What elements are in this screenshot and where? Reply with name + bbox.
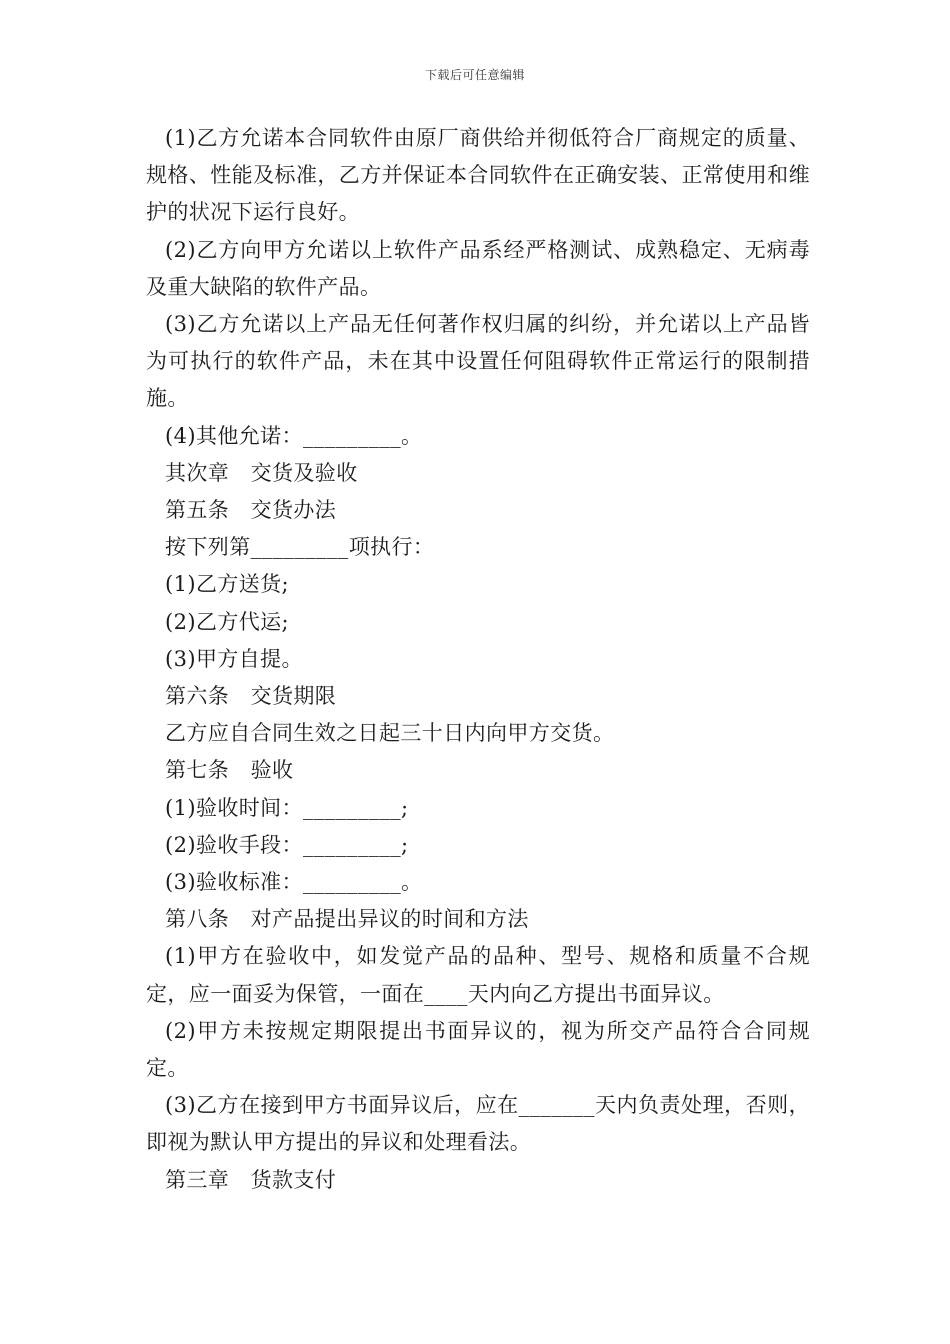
document-body xyxy=(146,120,810,1199)
acceptance-standard: (3)验收标准：_________。 xyxy=(165,870,423,895)
clause-promise-4: (4)其他允诺：_________。 xyxy=(165,423,423,448)
objection-clause-2: (2)甲方未按规定期限提出书面异议的，视为所交产品符合合同规定。 xyxy=(146,1018,810,1081)
article-heading-8: 第八条 对产品提出异议的时间和方法 xyxy=(165,907,529,932)
page-header: 下载后可任意编辑 xyxy=(424,68,525,82)
chapter-heading-payment: 第三章 货款支付 xyxy=(165,1167,337,1192)
article-heading-6: 第六条 交货期限 xyxy=(165,684,337,709)
objection-clause-3: (3)乙方在接到甲方书面异议后，应在_______天内负责处理，否则，即视为默认甲方提出的异议和处理看法。 xyxy=(146,1093,810,1155)
delivery-option-2: (2)乙方代运; xyxy=(165,609,290,634)
clause-promise-1: (1)乙方允诺本合同软件由原厂商供给并彻低符合厂商规定的质量、规格、性能及标准，乙方并保证本合同软件在正确安装、正常使用和维护的状况下运行良好。 xyxy=(146,126,810,225)
objection-clause-1: (1)甲方在验收中，如发觉产品的品种、型号、规格和质量不合规定，应一面妥为保管，一面在____天内向乙方提出书面异议。 xyxy=(146,944,810,1006)
article-heading-7: 第七条 验收 xyxy=(165,758,294,783)
delivery-method-intro: 按下列第_________项执行： xyxy=(165,535,435,560)
article-heading-5: 第五条 交货办法 xyxy=(165,498,337,523)
acceptance-time: (1)验收时间：_________; xyxy=(165,795,409,820)
delivery-option-3: (3)甲方自提。 xyxy=(165,646,303,671)
clause-promise-3: (3)乙方允诺以上产品无任何著作权归属的纠纷，并允诺以上产品皆为可执行的软件产品，未在其中设置任何阻碍软件正常运行的限制措施。 xyxy=(146,312,810,411)
delivery-deadline-text: 乙方应自合同生效之日起三十日内向甲方交货。 xyxy=(165,721,615,746)
delivery-option-1: (1)乙方送货; xyxy=(165,572,290,597)
chapter-heading-delivery: 其次章 交货及验收 xyxy=(165,460,358,485)
acceptance-means: (2)验收手段：_________; xyxy=(165,832,409,857)
clause-promise-2: (2)乙方向甲方允诺以上软件产品系经严格测试、成熟稳定、无病毒及重大缺陷的软件产品。 xyxy=(146,237,810,299)
